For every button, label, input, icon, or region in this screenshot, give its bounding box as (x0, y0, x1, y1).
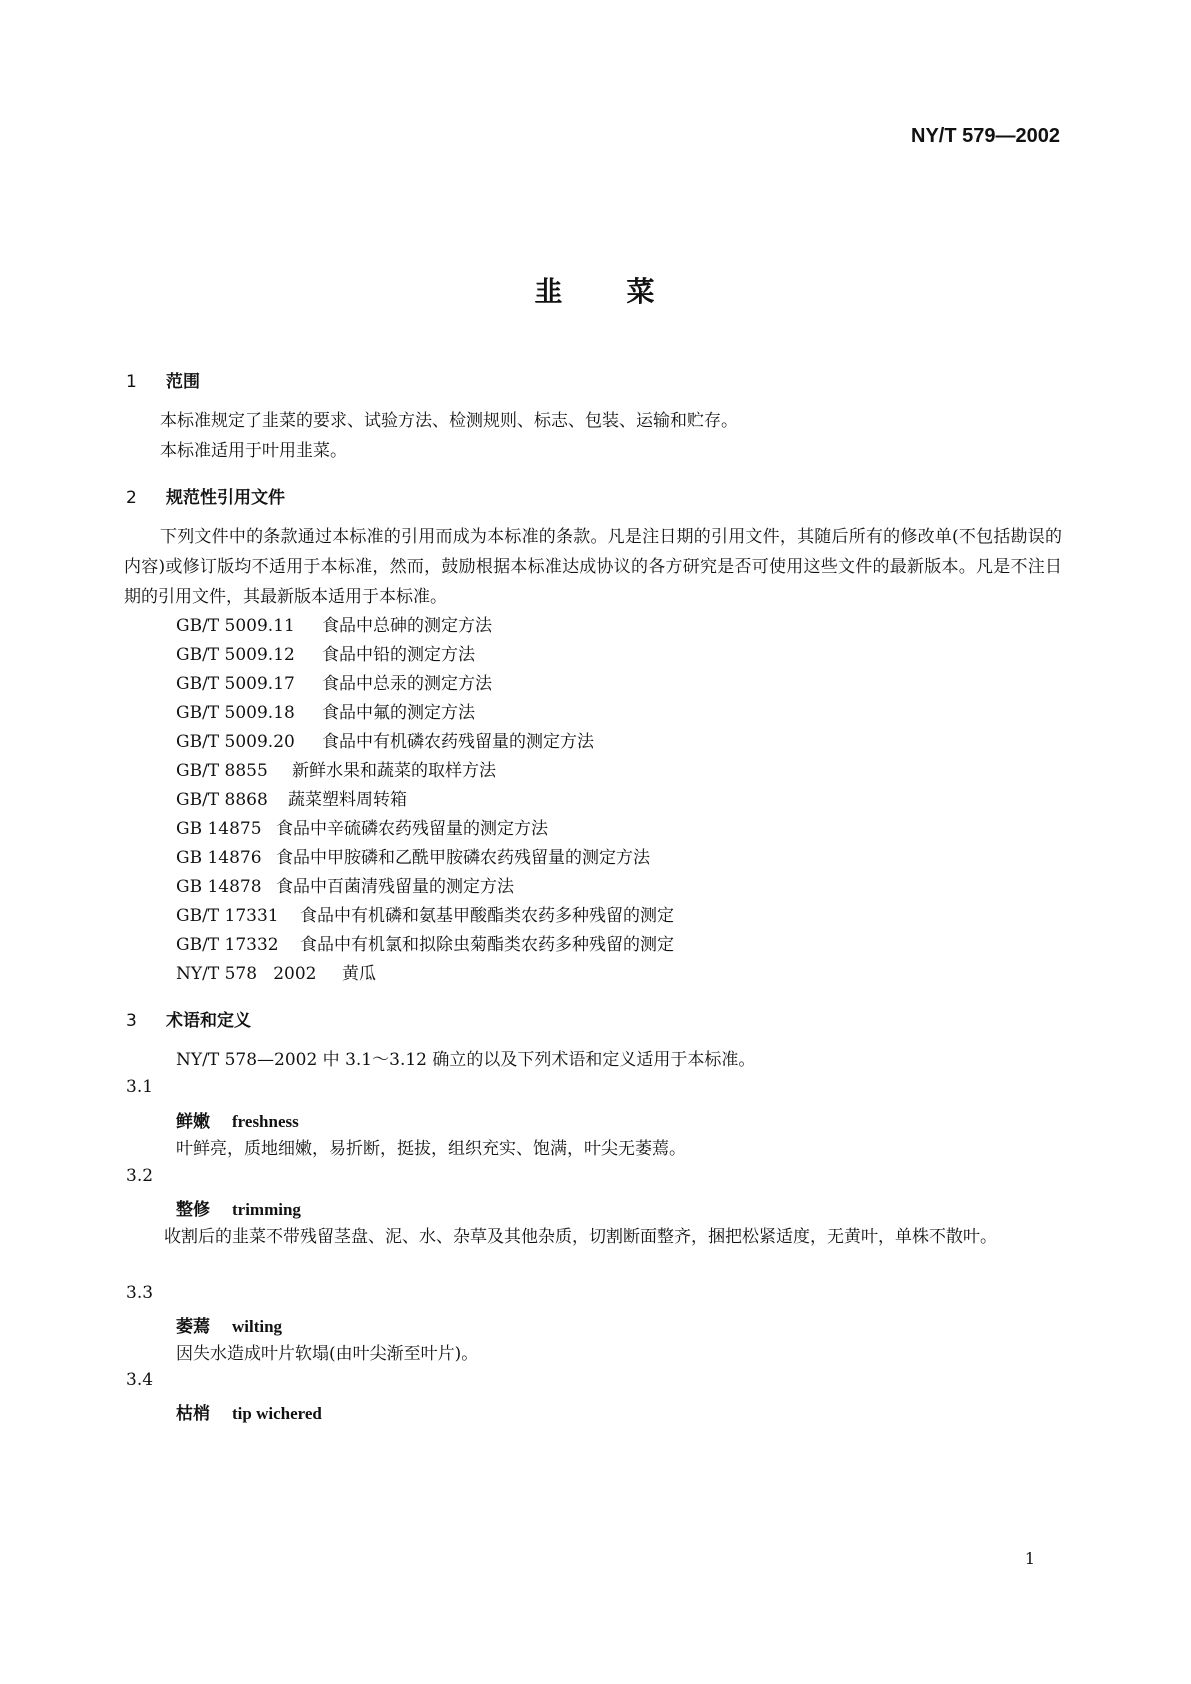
reference-item (176, 930, 674, 960)
section-3-title: 术语和定义 (166, 1011, 251, 1031)
term-chinese: 整修 (176, 1200, 210, 1220)
reference-item (176, 669, 492, 699)
term-english: tip wichered (232, 1404, 322, 1423)
section-2-number: 2 (126, 488, 137, 508)
page-number: 1 (1024, 1549, 1035, 1568)
term-definition: 收割后的韭菜不带残留茎盘、泥、水、杂草及其他杂质，切割断面整齐，捆把松紧适度，无黄叶，单株不散叶。 (164, 1227, 997, 1247)
reference-item (176, 727, 594, 757)
term-number: 3.3 (126, 1283, 154, 1303)
reference-item (176, 814, 548, 844)
term-number: 3.1 (126, 1077, 154, 1097)
section-1-title: 范围 (166, 372, 200, 392)
term-heading (176, 1399, 322, 1424)
section-3-number: 3 (126, 1011, 137, 1031)
reference-item (176, 959, 376, 989)
reference-title: 食品中有机氯和拟除虫菊酯类农药多种残留的测定 (300, 935, 674, 955)
term-chinese: 萎蔫 (176, 1317, 210, 1337)
standard-number: NY/T 579—2002 (911, 125, 1060, 147)
section-1-heading (126, 367, 200, 392)
reference-title: 食品中有机磷农药残留量的测定方法 (322, 732, 594, 752)
reference-title: 黄瓜 (342, 964, 376, 984)
reference-code: GB/T 5009.20 (176, 732, 295, 752)
reference-title: 食品中总砷的测定方法 (322, 616, 492, 636)
term-chinese: 枯梢 (176, 1404, 210, 1424)
term-english: wilting (232, 1317, 283, 1336)
section-3-heading (126, 1006, 251, 1031)
reference-title: 食品中有机磷和氨基甲酸酯类农药多种残留的测定 (300, 906, 674, 926)
title-part-2: 菜 (626, 275, 657, 308)
term-heading (176, 1312, 282, 1337)
reference-title: 食品中甲胺磷和乙酰甲胺磷农药残留量的测定方法 (276, 848, 650, 868)
reference-code: GB 14875 (176, 819, 262, 839)
reference-title: 食品中总汞的测定方法 (322, 674, 492, 694)
reference-code: GB/T 5009.12 (176, 645, 295, 665)
reference-item (176, 872, 514, 902)
reference-title: 蔬菜塑料周转箱 (288, 790, 407, 810)
section-2-heading (126, 483, 285, 508)
reference-title: 新鲜水果和蔬菜的取样方法 (292, 761, 496, 781)
section-2-intro: 下列文件中的条款通过本标准的引用而成为本标准的条款。凡是注日期的引用文件，其随后所有的修改单(不包括勘误的内容)或修订版均不适用于本标准，然而，鼓励根据本标准达成协议的各方研究是否可使用这些文件的最新版本。凡是不注日期的引用文件，其最新版本适用于本标准。 (124, 527, 1062, 607)
title-part-1: 韭 (534, 275, 565, 308)
reference-item (176, 756, 496, 786)
section-3-intro: NY/T 578—2002 中 3.1～3.12 确立的以及下列术语和定义适用于本标准。 (176, 1050, 756, 1070)
reference-code: GB/T 5009.11 (176, 616, 295, 636)
reference-item (176, 640, 475, 670)
reference-title: 食品中百菌清残留量的测定方法 (276, 877, 514, 897)
reference-title: 食品中氟的测定方法 (322, 703, 475, 723)
reference-item (176, 785, 407, 815)
reference-code: GB 14876 (176, 848, 262, 868)
reference-code: GB/T 8868 (176, 790, 268, 810)
reference-title: 食品中铅的测定方法 (322, 645, 475, 665)
term-english: freshness (232, 1112, 299, 1131)
section-1-paragraph-2: 本标准适用于叶用韭菜。 (160, 441, 347, 461)
reference-code: GB/T 5009.17 (176, 674, 295, 694)
reference-item (176, 698, 475, 728)
term-heading (176, 1195, 301, 1220)
term-english: trimming (232, 1200, 301, 1219)
reference-item (176, 901, 674, 931)
section-1-number: 1 (126, 372, 137, 392)
reference-title: 食品中辛硫磷农药残留量的测定方法 (276, 819, 548, 839)
term-number: 3.4 (126, 1370, 154, 1390)
term-heading (176, 1107, 299, 1132)
term-definition: 因失水造成叶片软塌(由叶尖渐至叶片)。 (176, 1344, 479, 1364)
reference-item (176, 843, 650, 873)
reference-code: GB/T 17332 (176, 935, 279, 955)
reference-code: GB/T 5009.18 (176, 703, 295, 723)
section-1-paragraph-1: 本标准规定了韭菜的要求、试验方法、检测规则、标志、包装、运输和贮存。 (160, 411, 738, 431)
term-definition: 叶鲜亮，质地细嫩，易折断，挺拔，组织充实、饱满，叶尖无萎蔫。 (176, 1139, 686, 1159)
reference-code: GB/T 8855 (176, 761, 268, 781)
term-chinese: 鲜嫩 (176, 1112, 210, 1132)
term-number: 3.2 (126, 1166, 154, 1186)
reference-item (176, 611, 492, 641)
section-2-title: 规范性引用文件 (166, 488, 285, 508)
reference-code: NY/T 578 2002 (176, 964, 317, 984)
reference-code: GB/T 17331 (176, 906, 279, 926)
reference-code: GB 14878 (176, 877, 262, 897)
page-title (0, 270, 1191, 310)
